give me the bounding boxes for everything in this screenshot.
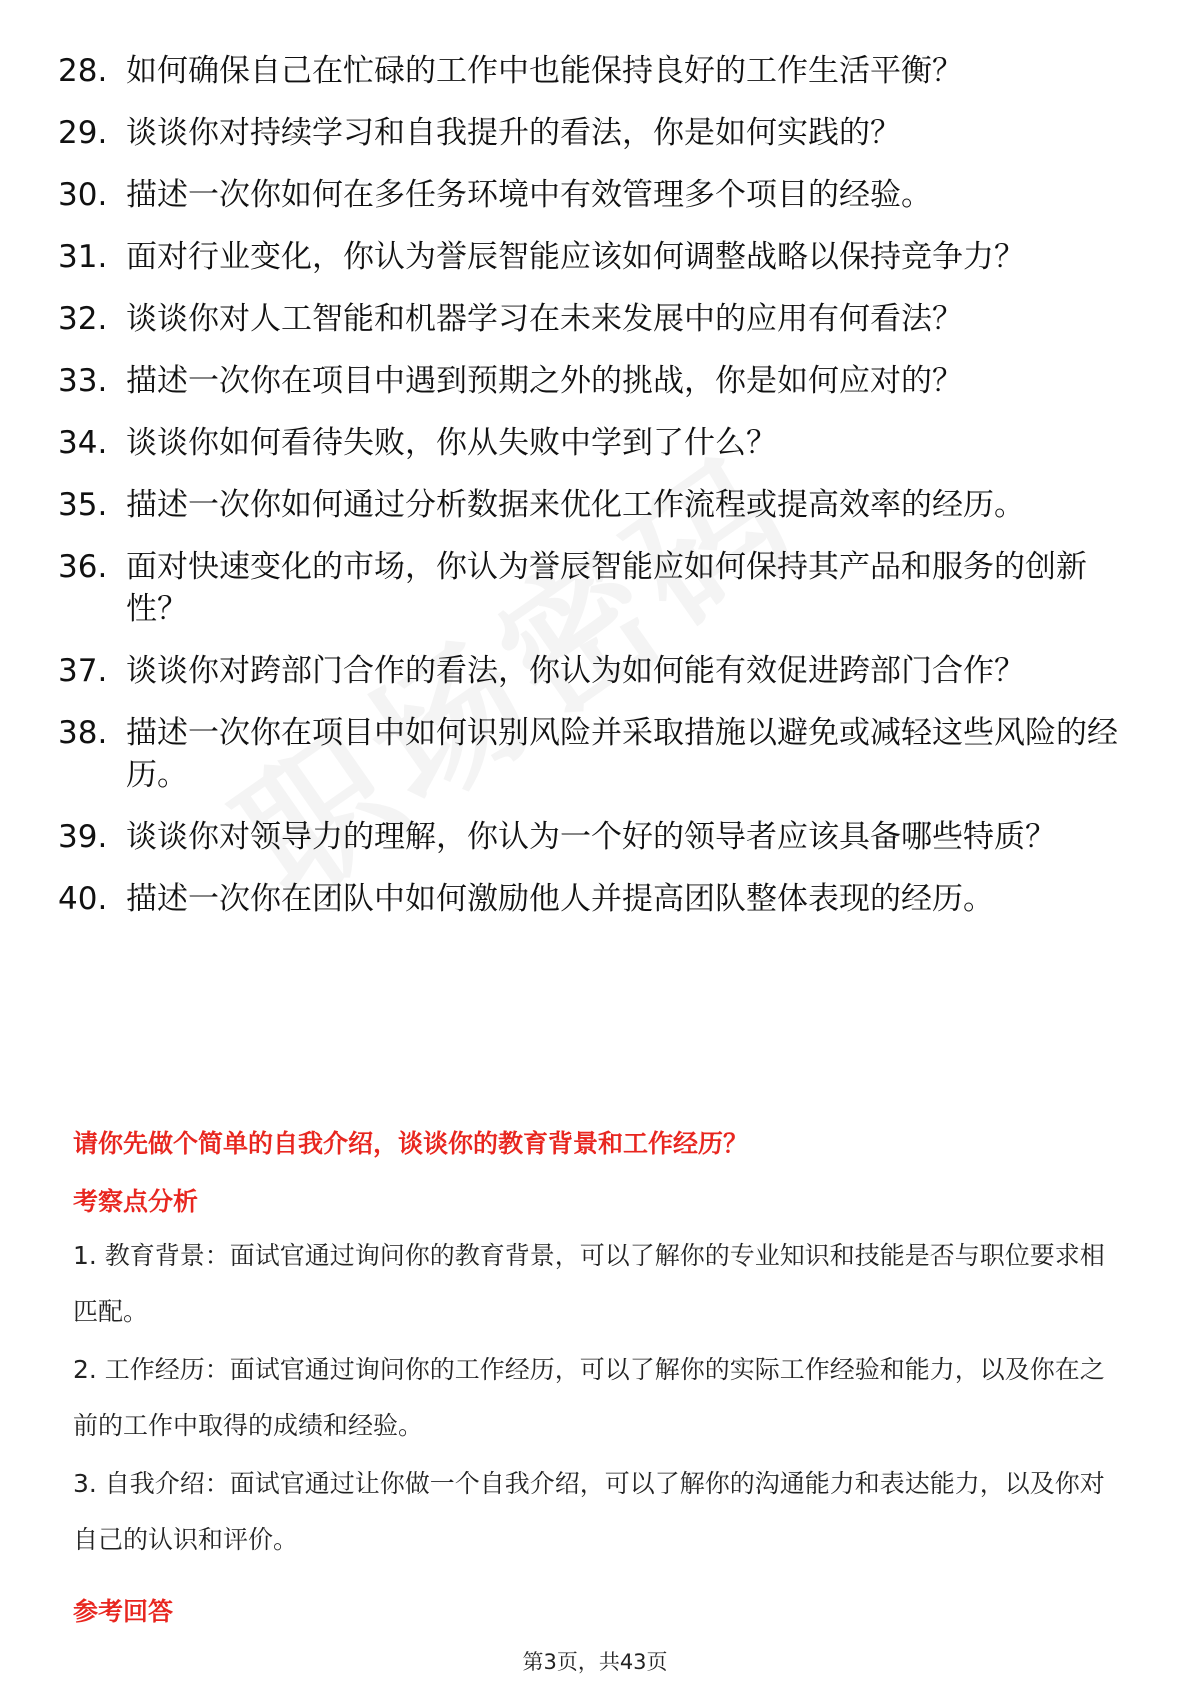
answer-heading: 参考回答 [73,1597,174,1626]
question-number: 38. [58,715,108,751]
analysis-heading: 考察点分析 [73,1187,199,1216]
list-item [58,174,1128,216]
question-text: 谈谈你对持续学习和自我提升的看法，你是如何实践的？ [126,115,901,151]
question-text: 谈谈你对人工智能和机器学习在未来发展中的应用有何看法？ [126,301,963,337]
list-item [58,546,1128,630]
analysis-item: 3. 自我介绍：面试官通过让你做一个自我介绍，可以了解你的沟通能力和表达能力，以及你对自己的认识和评价。 [73,1469,1105,1554]
question-number: 33. [58,363,108,399]
question-number: 31. [58,239,108,275]
list-item [58,878,1128,920]
question-text: 如何确保自己在忙碌的工作中也能保持良好的工作生活平衡？ [126,53,963,89]
question-text: 描述一次你在团队中如何激励他人并提高团队整体表现的经历。 [126,881,994,917]
question-number: 34. [58,425,108,461]
question-number: 37. [58,653,108,689]
question-text: 谈谈你如何看待失败，你从失败中学到了什么？ [126,425,777,461]
question-text: 描述一次你如何在多任务环境中有效管理多个项目的经验。 [126,177,932,213]
list-item [58,112,1128,154]
question-heading: 请你先做个简单的自我介绍，谈谈你的教育背景和工作经历？ [73,1129,749,1158]
question-number: 28. [58,53,108,89]
question-text: 谈谈你对跨部门合作的看法，你认为如何能有效促进跨部门合作？ [126,653,1025,689]
list-item [58,50,1128,92]
list-item [58,484,1128,526]
question-number: 39. [58,819,108,855]
question-number: 36. [58,549,108,585]
question-text: 描述一次你如何通过分析数据来优化工作流程或提高效率的经历。 [126,487,1025,523]
list-item [58,298,1128,340]
page-footer: 第3页，共43页 [522,1650,668,1674]
question-number: 30. [58,177,108,213]
question-list [58,50,1128,940]
list-item [58,650,1128,692]
question-text: 面对快速变化的市场，你认为誉辰智能应如何保持其产品和服务的创新性？ [126,549,1087,627]
list-item [58,816,1128,858]
question-number: 32. [58,301,108,337]
question-text: 描述一次你在项目中如何识别风险并采取措施以避免或减轻这些风险的经历。 [126,715,1118,793]
analysis-list [73,1228,1123,1570]
analysis-item: 1. 教育背景：面试官通过询问你的教育背景，可以了解你的专业知识和技能是否与职位要求相匹配。 [73,1241,1105,1326]
analysis-item: 2. 工作经历：面试官通过询问你的工作经历，可以了解你的实际工作经验和能力，以及你在之前的工作中取得的成绩和经验。 [73,1355,1105,1440]
list-item [58,360,1128,402]
list-item [58,422,1128,464]
question-text: 谈谈你对领导力的理解，你认为一个好的领导者应该具备哪些特质？ [126,819,1056,855]
question-number: 35. [58,487,108,523]
list-item [58,236,1128,278]
question-number: 29. [58,115,108,151]
list-item [58,712,1128,796]
question-text: 面对行业变化，你认为誉辰智能应该如何调整战略以保持竞争力？ [126,239,1025,275]
question-number: 40. [58,881,108,917]
question-text: 描述一次你在项目中遇到预期之外的挑战，你是如何应对的？ [126,363,963,399]
